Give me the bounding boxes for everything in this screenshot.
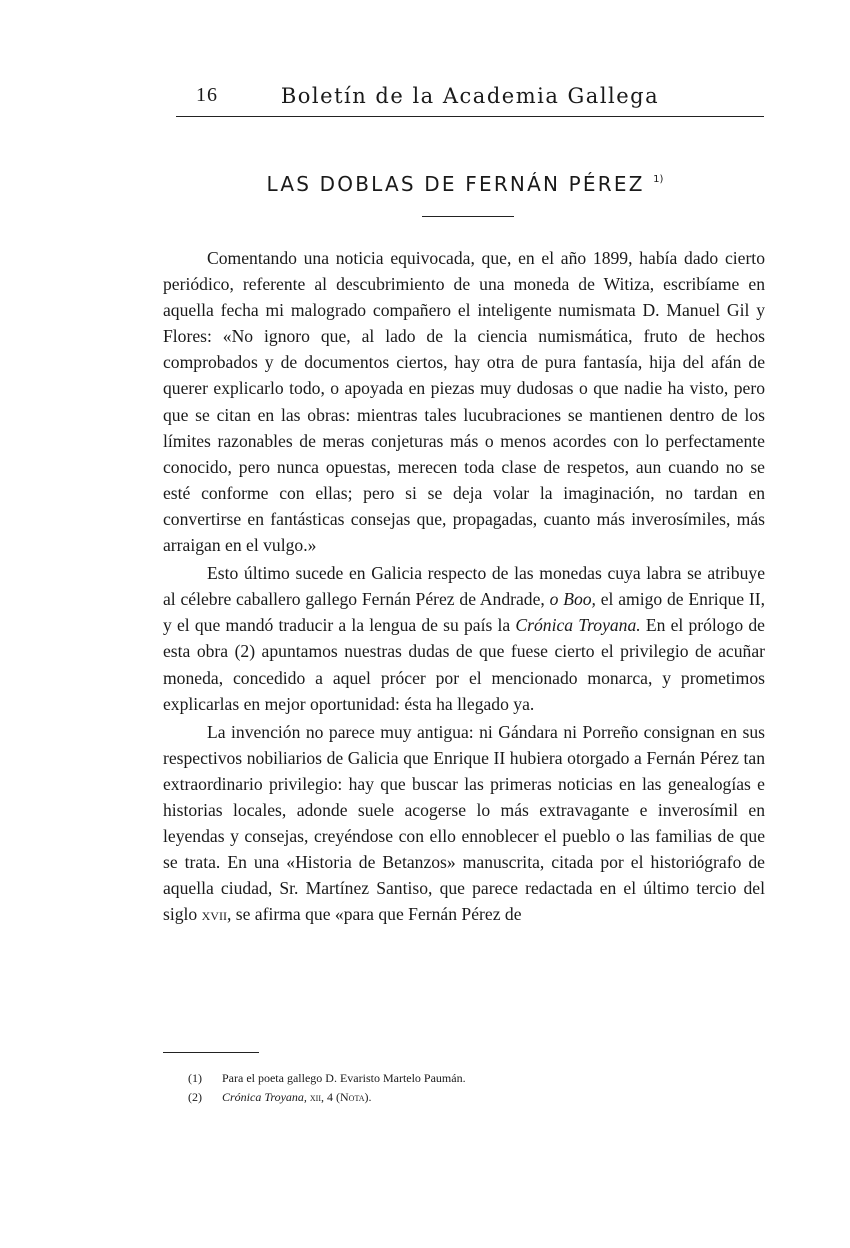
running-title: Boletín de la Academia Gallega [280,84,660,108]
footnote-1-marker: (1) [188,1071,202,1085]
footnote-2-marker: (2) [188,1090,202,1104]
footnote-2-text: xii, 4 (Nota). [306,1090,372,1104]
title-divider [422,216,514,217]
footnote-divider [163,1052,259,1053]
paragraph-2-text-b: el amigo de Enrique II, y el que mandó traducir a la lengua de su país la [163,589,766,636]
footnotes [188,1069,748,1107]
paragraph-2-text-a: Esto último sucede en Galicia respecto de las monedas cuya labra se atribuye al célebre caballero gallego Fernán Pérez de Andrade, [163,563,765,610]
page-number: 16 [196,84,218,106]
title-footnote-marker: 1) [653,174,664,185]
paragraph-2-text-c: En el prólogo de esta obra (2) apuntamos nuestras dudas de que fuese cierto el privilegio de acuñar moneda, concedido a aquel prócer por el mencionado monarca, y prometimos explicarlas en mejor oportunidad: ésta ha llegado ya. [163,615,765,714]
paragraph-2-italic-cronica: Crónica Troyana. [515,615,641,636]
paragraph-3-text-b: , se afirma que «para que Fernán Pérez de [226,904,522,925]
footnote-2-italic: Crónica Troyana, [222,1090,307,1104]
paragraph-2-italic-boo: o Boo, [549,589,596,610]
article-title-text: LAS DOBLAS DE FERNÁN PÉREZ [266,172,645,196]
article-body [163,245,765,927]
paragraph-1 [163,245,765,558]
paragraph-3 [163,719,765,928]
footnote-2 [188,1088,748,1107]
article-title [200,172,730,196]
paragraph-3-text-a: La invención no parece muy antigua: ni Gándara ni Porreño consignan en sus respectivos nobiliarios de Galicia que Enrique II hubiera otorgado a Fernán Pérez tan extraordinario privilegio: hay que buscar las primeras noticias en las genealogías e historias locales, adonde suele acogerse lo más extravagante e inverosímil en leyendas y consejas, creyéndose con ello ennoblecer el pueblo o las familias de que se trata. En una «Historia de Betanzos» manuscrita, citada por el historiógrafo de aquella ciudad, Sr. Martínez Santiso, que parece redactada en el último tercio del siglo [163,721,765,925]
footnote-1-text: Para el poeta gallego D. Evaristo Martelo Paumán. [222,1071,466,1085]
footnote-1 [188,1069,748,1088]
running-header [176,82,764,117]
paragraph-3-century: xvii [201,904,227,925]
paragraph-1-text: Comentando una noticia equivocada, que, en el año 1899, había dado cierto periódico, referente al descubrimiento de una moneda de Witiza, escribíame en aquella fecha mi malogrado compañero el inteligente numismata D. Manuel Gil y Flores: «No ignoro que, al lado de la ciencia numismática, fruto de hechos comprobados y de documentos ciertos, hay otra de pura fantasía, hija del afán de querer explicarlo todo, o apoyada en piezas muy dudosas o que nadie ha visto, pero que se citan en las obras: mientras tales lucubraciones se mantienen dentro de los límites razonables de meras conjeturas más o menos acordes con lo perfectamente conocido, pero nunca opuestas, merecen toda clase de respetos, aun cuando no se esté conforme con ellas; pero si se deja volar la imaginación, no tardan en convertirse en fantásticas consejas que, propagadas, cuanto más inverosímiles, más arraigan en el vulgo.» [163,248,765,556]
paragraph-2 [163,560,765,717]
